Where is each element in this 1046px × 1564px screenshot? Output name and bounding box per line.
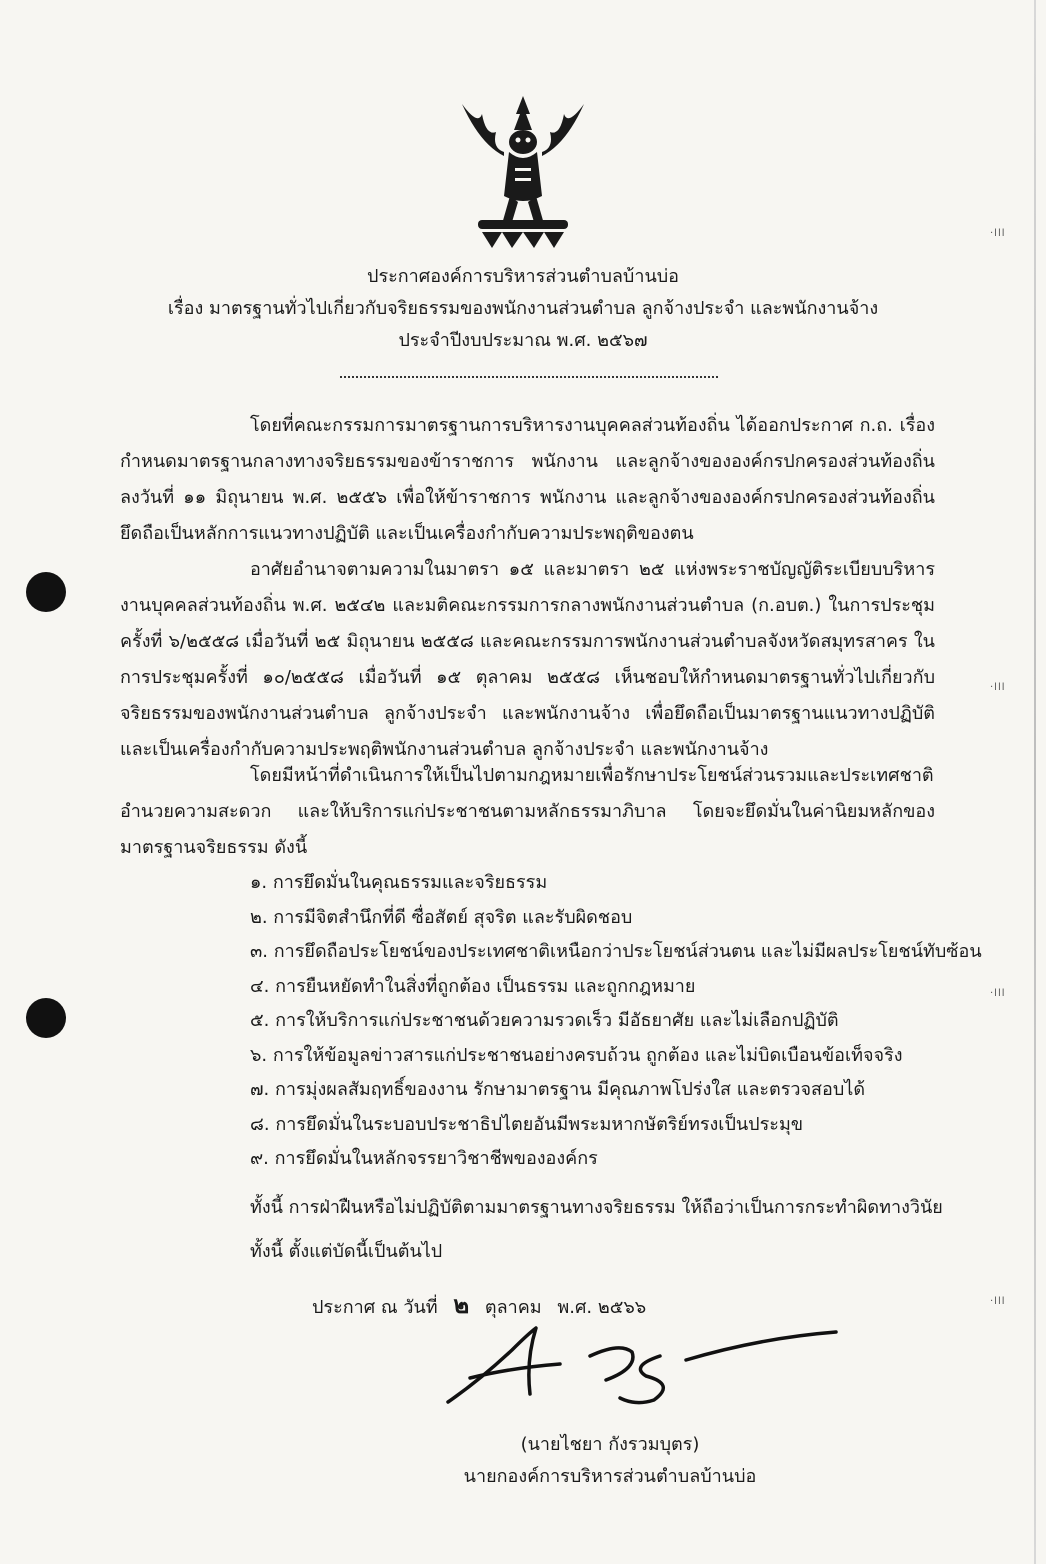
signature-icon	[440, 1320, 840, 1420]
date-prefix: ประกาศ ณ วันที่	[312, 1297, 438, 1318]
edge-mark: ·lll	[990, 988, 1006, 999]
punch-hole-top	[26, 572, 66, 612]
list-item: ๙. การยึดมั่นในหลักจรรยาวิชาชีพขององค์กร	[250, 1148, 598, 1169]
paragraph-3: โดยมีหน้าที่ดำเนินการให้เป็นไปตามกฎหมายเพื่อรักษาประโยชน์ส่วนรวมและประเทศชาติ อำนวยความสะดวก และให้บริการแก่ประชาชนตามหลักธรรมาภิบาล โดยจะยึดมั่นในค่านิยมหลักของมาตรฐานจริยธรรม ดังนี้	[120, 765, 935, 858]
announcement-date	[312, 1290, 656, 1323]
list-item: ๗. การมุ่งผลสัมฤทธิ์ของงาน รักษามาตรฐาน มีคุณภาพโปร่งใส และตรวจสอบได้	[250, 1079, 866, 1100]
list-item: ๓. การยึดถือประโยชน์ของประเทศชาติเหนือกว่าประโยชน์ส่วนตน และไม่มีผลประโยชน์ทับซ้อน	[250, 941, 982, 962]
list-item: ๕. การให้บริการแก่ประชาชนด้วยความรวดเร็ว มีอัธยาศัย และไม่เลือกปฏิบัติ	[250, 1010, 839, 1031]
list-item: ๑. การยึดมั่นในคุณธรรมและจริยธรรม	[250, 872, 548, 893]
garuda-emblem-icon	[452, 92, 594, 252]
announcement-subject: เรื่อง มาตรฐานทั่วไปเกี่ยวกับจริยธรรมของพนักงานส่วนตำบล ลูกจ้างประจำ และพนักงานจ้าง	[167, 298, 879, 319]
edge-mark: ·lll	[990, 228, 1006, 239]
paragraph-2: อาศัยอำนาจตามความในมาตรา ๑๕ และมาตรา ๒๕ แห่งพระราชบัญญัติระเบียบบริหารงานบุคคลส่วนท้องถิ่น พ.ศ. ๒๕๔๒ และมติคณะกรรมการกลางพนักงานส่วนตำบล (ก.อบต.) ในการประชุมครั้งที่ ๖/๒๕๕๘ เมื่อวันที่ ๒๕ มิถุนายน ๒๕๕๘ และคณะกรรมการพนักงานส่วนตำบลจังหวัดสมุทรสาคร ในการประชุมครั้งที่ ๑๐/๒๕๕๘ เมื่อวันที่ ๑๕ ตุลาคม ๒๕๕๘ เห็นชอบให้กำหนดมาตรฐานทั่วไปเกี่ยวกับจริยธรรมของพนักงานส่วนตำบล ลูกจ้างประจำ และพนักงานจ้าง เพื่อยึดถือเป็นมาตรฐานแนวทางปฏิบัติและเป็นเครื่องกำกับความประพฤติพนักงานส่วนตำบล ลูกจ้างประจำ และพนักงานจ้าง	[120, 559, 935, 760]
paragraph-1: โดยที่คณะกรรมการมาตรฐานการบริหารงานบุคคลส่วนท้องถิ่น ได้ออกประกาศ ก.ถ. เรื่อง กำหนดมาตรฐานกลางทางจริยธรรมของข้าราชการ พนักงาน และลูกจ้างขององค์กรปกครองส่วนท้องถิ่น ลงวันที่ ๑๑ มิถุนายน พ.ศ. ๒๕๕๖ เพื่อให้ข้าราชการ พนักงาน และลูกจ้างขององค์กรปกครองส่วนท้องถิ่น ยึดถือเป็นหลักการแนวทางปฏิบัติ และเป็นเครื่องกำกับความประพฤติของตน	[120, 415, 935, 544]
effective-statement: ทั้งนี้ ตั้งแต่บัดนี้เป็นต้นไป	[250, 1241, 443, 1262]
signer-name: (นายไชยา กังรวมบุตร)	[520, 1434, 700, 1455]
edge-mark: ·lll	[990, 682, 1006, 693]
announcement-fiscal-year: ประจำปีงบประมาณ พ.ศ. ๒๕๖๗	[398, 330, 648, 351]
signer-position: นายกองค์การบริหารส่วนตำบลบ้านบ่อ	[463, 1466, 757, 1487]
divider-dotted	[340, 376, 718, 378]
list-item: ๘. การยึดมั่นในระบอบประชาธิปไตยอันมีพระมหากษัตริย์ทรงเป็นประมุข	[250, 1113, 804, 1135]
page-edge	[1034, 0, 1036, 1564]
date-year: พ.ศ. ๒๕๖๖	[557, 1297, 647, 1318]
date-day: ๒	[453, 1291, 470, 1319]
edge-mark: ·lll	[990, 1296, 1006, 1307]
date-month: ตุลาคม	[484, 1297, 542, 1318]
closing-statement: ทั้งนี้ การฝ่าฝืนหรือไม่ปฏิบัติตามมาตรฐานทางจริยธรรม ให้ถือว่าเป็นการกระทำผิดทางวินัย	[250, 1197, 943, 1218]
list-item: ๖. การให้ข้อมูลข่าวสารแก่ประชาชนอย่างครบถ้วน ถูกต้อง และไม่บิดเบือนข้อเท็จจริง	[250, 1044, 903, 1066]
ethics-list	[250, 866, 982, 1177]
list-item: ๒. การมีจิตสำนึกที่ดี ซื่อสัตย์ สุจริต และรับผิดชอบ	[250, 906, 633, 928]
punch-hole-bottom	[26, 998, 66, 1038]
announcement-title: ประกาศองค์การบริหารส่วนตำบลบ้านบ่อ	[367, 266, 679, 287]
list-item: ๔. การยืนหยัดทำในสิ่งที่ถูกต้อง เป็นธรรม และถูกกฎหมาย	[250, 975, 696, 997]
